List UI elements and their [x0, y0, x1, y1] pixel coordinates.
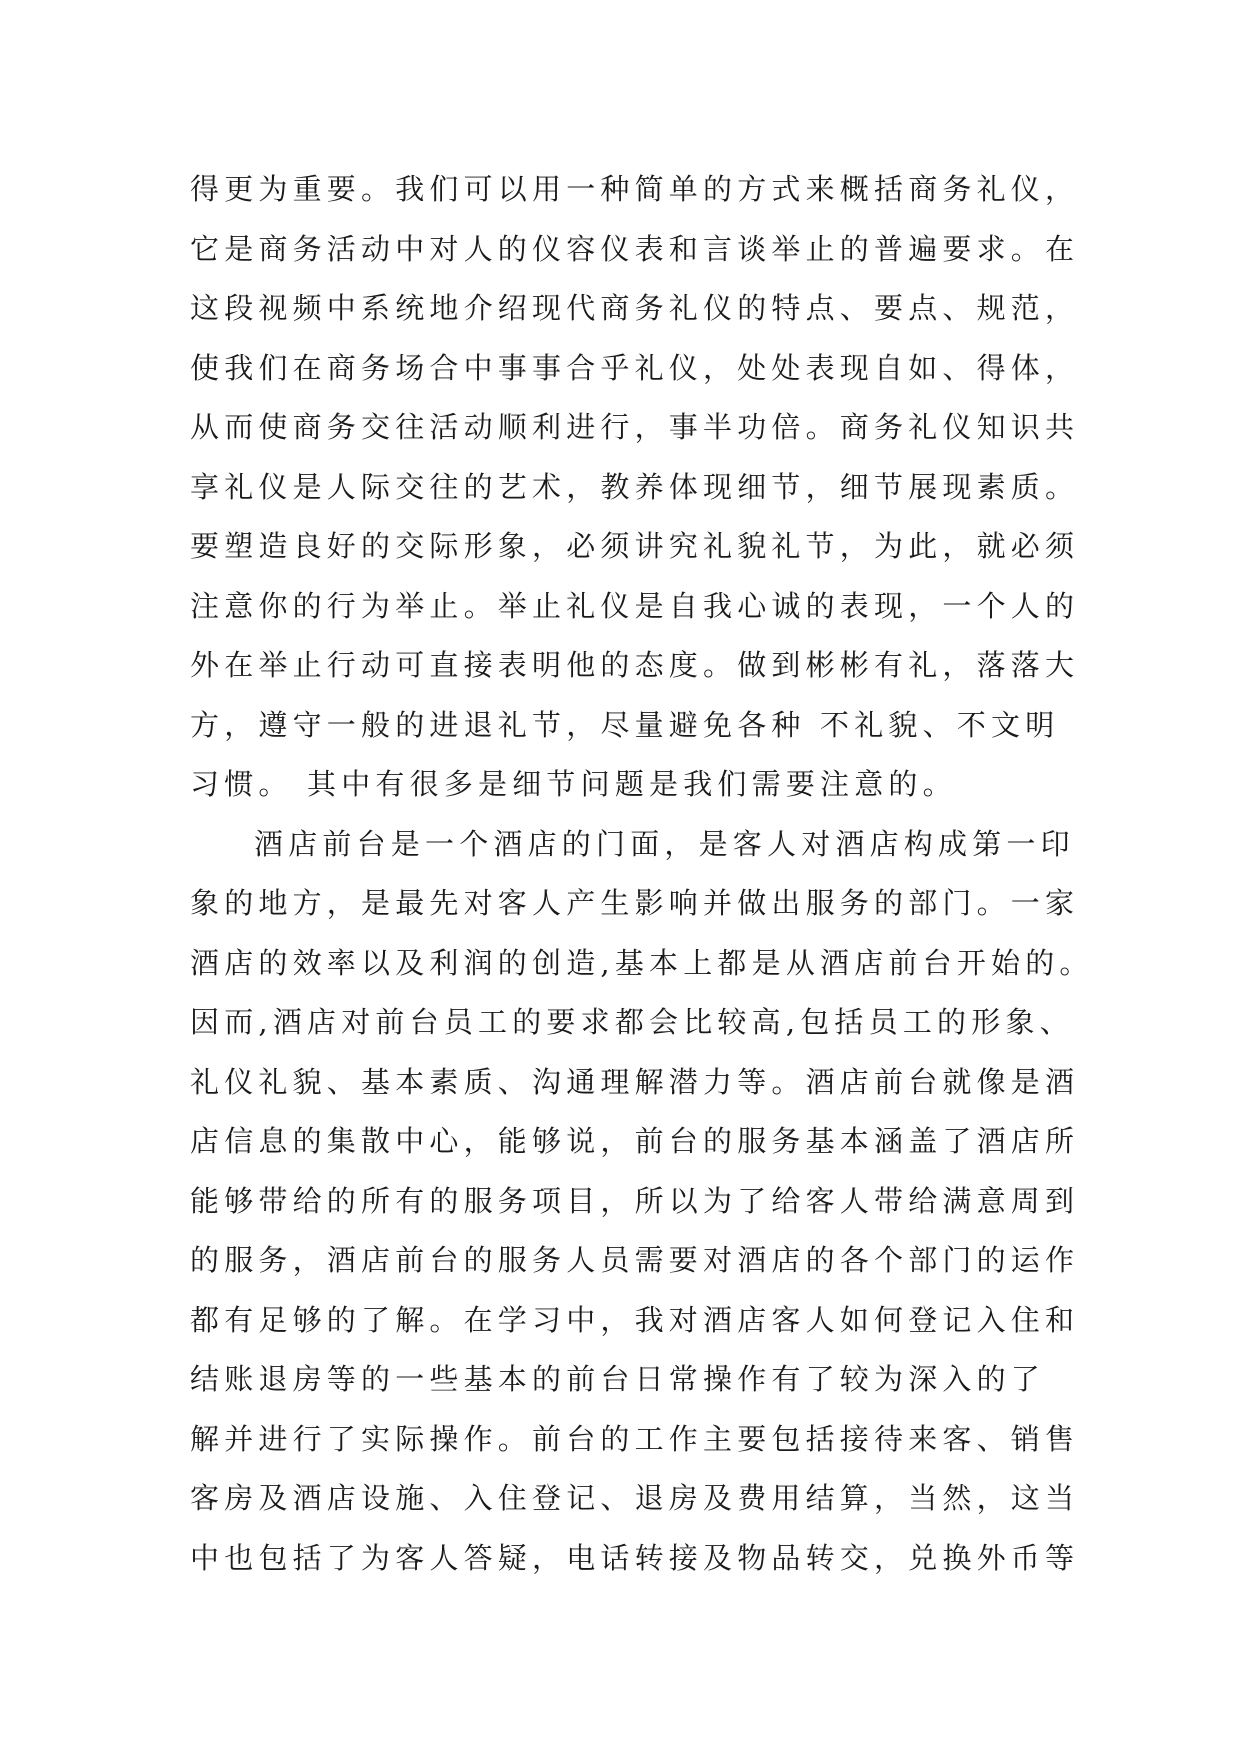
text-line: 象的地方，是最先对客人产生影响并做出服务的部门。一家: [190, 886, 1080, 920]
text-line: 习惯。 其中有很多是细节问题是我们需要注意的。: [190, 767, 957, 801]
text-line: 从而使商务交往活动顺利进行，事半功倍。商务礼仪知识共: [190, 410, 1080, 444]
text-line: 享礼仪是人际交往的艺术，教养体现细节，细节展现素质。: [190, 469, 1080, 504]
text-line: 方，遵守一般的进退礼节，尽量避免各种 不礼貌、不文明: [190, 707, 1060, 742]
text-line: 解并进行了实际操作。前台的工作主要包括接待来客、销售: [190, 1421, 1080, 1456]
text-line: 中也包括了为客人答疑，电话转接及物品转交，兑换外币等: [190, 1540, 1080, 1575]
text-line: 结账退房等的一些基本的前台日常操作有了较为深入的了: [190, 1362, 1046, 1396]
text-line: 这段视频中系统地介绍现代商务礼仪的特点、要点、规范，: [190, 291, 1080, 325]
text-line: 都有足够的了解。在学习中，我对酒店客人如何登记入住和: [190, 1302, 1080, 1337]
text-line: 使我们在商务场合中事事合乎礼仪，处处表现自如、得体，: [190, 350, 1080, 385]
text-line: 注意你的行为举止。举止礼仪是自我心诚的表现，一个人的: [190, 588, 1080, 623]
text-line: 酒店的效率以及利润的创造,基本上都是从酒店前台开始的。: [190, 945, 1094, 980]
body-text: [190, 160, 1094, 1588]
text-line: 客房及酒店设施、入住登记、退房及费用结算，当然，这当: [190, 1481, 1080, 1515]
text-line: 店信息的集散中心，能够说，前台的服务基本涵盖了酒店所: [190, 1124, 1080, 1158]
text-line: 外在举止行动可直接表明他的态度。做到彬彬有礼，落落大: [190, 648, 1080, 682]
text-line: 得更为重要。我们可以用一种简单的方式来概括商务礼仪，: [190, 172, 1080, 206]
text-line: 因而,酒店对前台员工的要求都会比较高,包括员工的形象、: [190, 1005, 1074, 1039]
text-line: 的服务，酒店前台的服务人员需要对酒店的各个部门的运作: [190, 1243, 1080, 1277]
paragraph-start-line: 酒店前台是一个酒店的门面，是客人对酒店构成第一印: [254, 826, 1075, 861]
text-line: 它是商务活动中对人的仪容仪表和言谈举止的普遍要求。在: [190, 231, 1080, 266]
text-line: 要塑造良好的交际形象，必须讲究礼貌礼节，为此，就必须: [190, 529, 1080, 563]
text-line: 能够带给的所有的服务项目，所以为了给客人带给满意周到: [190, 1183, 1080, 1218]
text-line: 礼仪礼貌、基本素质、沟通理解潜力等。酒店前台就像是酒: [190, 1064, 1080, 1099]
